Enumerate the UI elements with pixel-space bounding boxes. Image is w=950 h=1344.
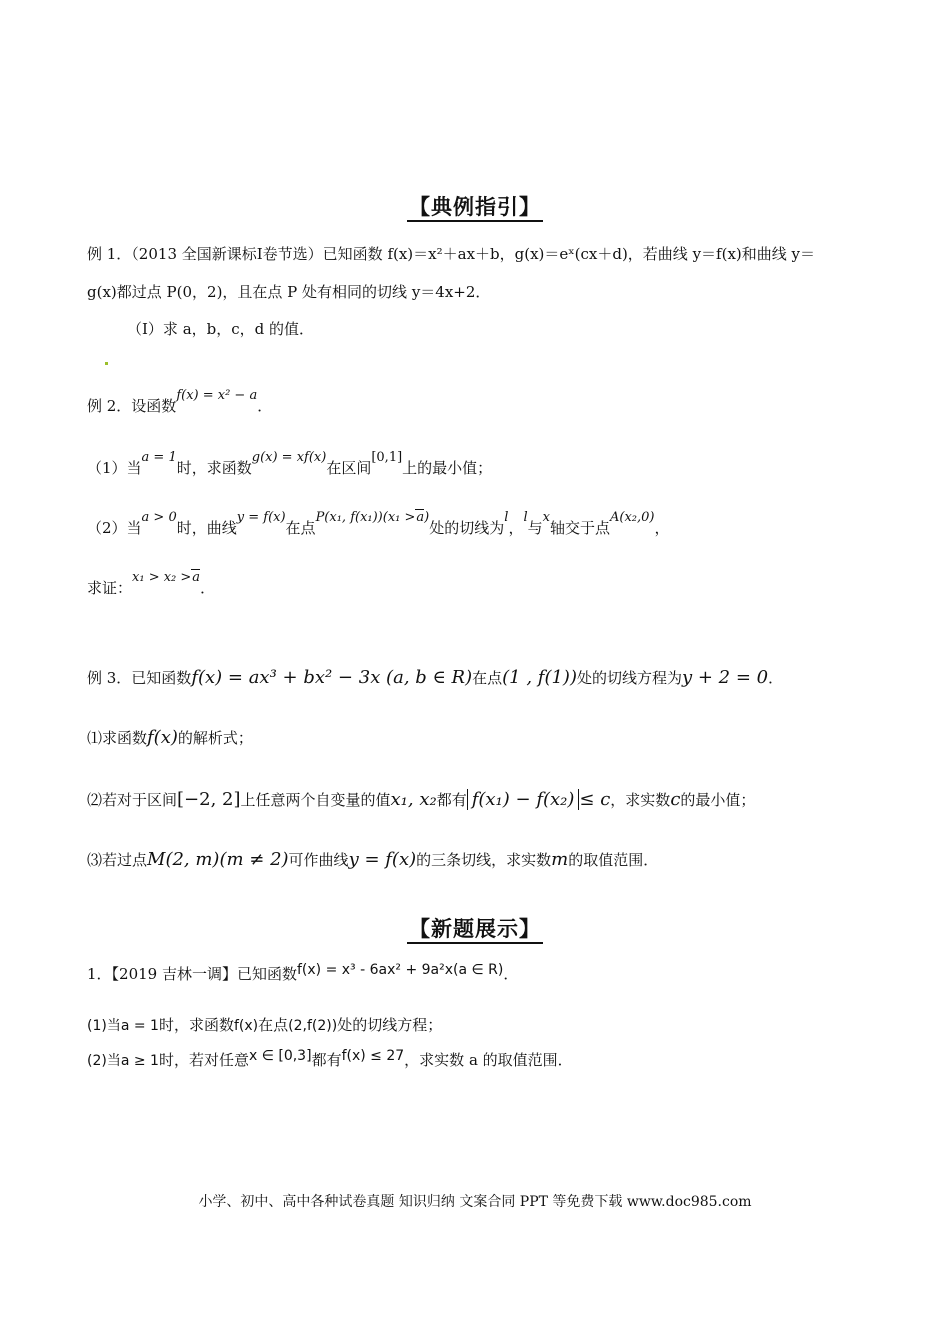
new-problem-1-question-1: (1)当a = 1时，求函数f(x)在点(2,f(2))处的切线方程； — [87, 1016, 443, 1034]
example-2-proof: 求证：x₁ > x₂ >a． — [87, 570, 216, 597]
new-problem-1-question-2: (2)当a ≥ 1时，若对任意x ∈ [0,3]都有f(x) ≤ 27，求实数 a 的取值范围． — [87, 1048, 573, 1069]
example-1-question-1: （Ⅰ）求 a，b，c，d 的值． — [127, 320, 315, 338]
example-2-statement: 例 2．设函数f(x) = x² − a． — [87, 388, 273, 415]
section-title-new: 【新题展示】 — [0, 913, 950, 943]
example-3-statement: 例 3．已知函数f(x) = ax³ + bx² − 3x (a, b ∈ R)在点(1 , f(1))处的切线方程为y + 2 = 0． — [87, 667, 784, 688]
footer-text: 小学、初中、高中各种试卷真题 知识归纳 文案合同 PPT 等免费下载 www.doc985.com — [198, 1194, 752, 1210]
example-1-line-2: g(x)都过点 P(0，2)，且在点 P 处有相同的切线 y＝4x+2． — [87, 283, 491, 301]
example-2-function: f(x) = x² − a — [176, 388, 258, 403]
example-2-question-1: （1）当a = 1时，求函数g(x) = xf(x)在区间[0,1]上的最小值； — [87, 450, 493, 477]
marker-dot — [105, 352, 108, 372]
example-1-line-1: 例 1．（2013 全国新课标Ⅰ卷节选）已知函数 f(x)＝x²＋ax＋b，g(x)＝eˣ(cx＋d)，若曲线 y＝f(x)和曲线 y＝ — [87, 245, 816, 263]
example-3-question-3: ⑶若过点M(2, m)(m ≠ 2)可作曲线y = f(x)的三条切线，求实数m的取值范围． — [87, 849, 659, 870]
example-3-question-1: ⑴求函数f(x)的解析式； — [87, 727, 253, 748]
section-title-typical: 【典例指引】 — [0, 191, 950, 221]
example-2-question-2: （2）当a > 0时，曲线y = f(x)在点P(x₁, f(x₁))(x₁ >a)处的切线为l，l与x轴交于点A(x₂,0)， — [87, 510, 670, 537]
example-3-question-2: ⑵若对于区间[−2, 2]上任意两个自变量的值x₁, x₂都有 f(x₁) − f(x₂) ≤ c，求实数c的最小值； — [87, 789, 756, 810]
new-problem-1-statement: 1．【2019 吉林一调】已知函数f(x) = x³ - 6ax² + 9a²x(a ∈ R)． — [87, 962, 519, 983]
